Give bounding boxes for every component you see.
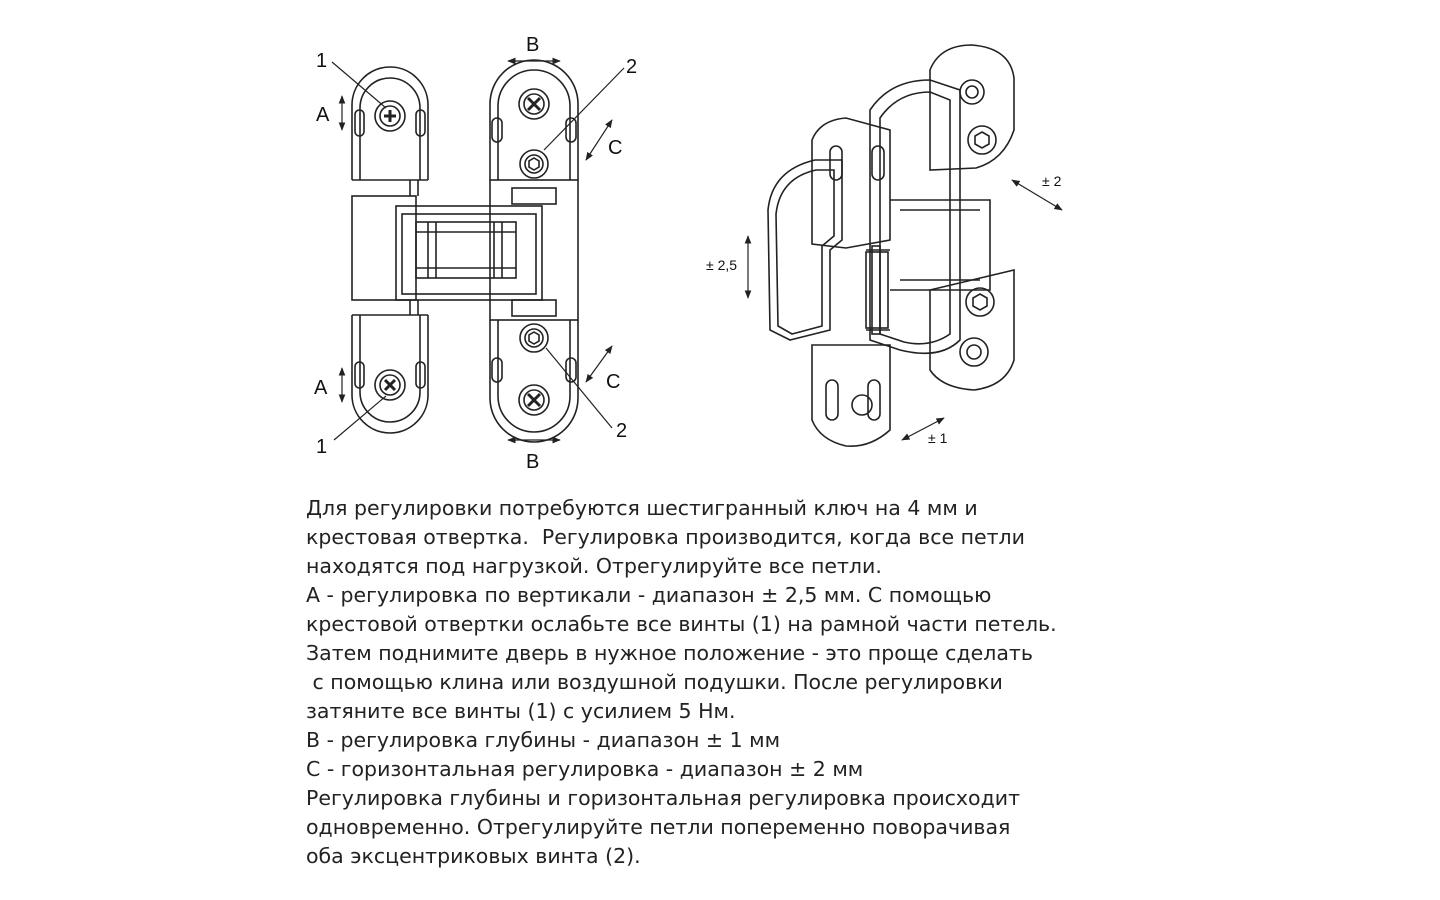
instruction-line: крестовой отвертки ослабьте все винты (1) на рамной части петель. bbox=[306, 612, 1057, 636]
right-screw-bottom bbox=[519, 385, 549, 415]
label-range-depth: ± 1 bbox=[928, 430, 948, 446]
instruction-line: крестовая отвертка. Регулировка производится, когда все петли bbox=[306, 525, 1025, 549]
instruction-line: одновременно. Отрегулируйте петли попеременно поворачивая bbox=[306, 815, 1011, 839]
label-2-top: 2 bbox=[626, 56, 638, 78]
label-a-bottom: A bbox=[314, 377, 328, 399]
instruction-line: Регулировка глубины и горизонтальная регулировка происходит bbox=[306, 786, 1021, 810]
label-1-bottom: 1 bbox=[316, 436, 328, 458]
hinge-isometric bbox=[768, 45, 1014, 446]
instruction-line: Для регулировки потребуются шестигранный ключ на 4 мм и bbox=[306, 496, 978, 520]
label-2-bottom: 2 bbox=[616, 420, 628, 442]
label-a-top: A bbox=[316, 104, 330, 126]
instruction-line: В - регулировка глубины - диапазон ± 1 мм bbox=[306, 728, 781, 752]
iso-arrows bbox=[748, 180, 1062, 440]
instruction-line: находятся под нагрузкой. Отрегулируйте все петли. bbox=[306, 554, 882, 578]
label-b-top: B bbox=[526, 34, 540, 56]
instructions-text bbox=[306, 494, 1206, 871]
eccentric-screw-2-top bbox=[520, 150, 548, 178]
screw-1-bottom bbox=[375, 370, 405, 400]
hinge-knuckle bbox=[396, 206, 542, 300]
instruction-line: затяните все винты (1) с усилием 5 Нм. bbox=[306, 699, 736, 723]
right-screw-top bbox=[519, 89, 549, 119]
instruction-line: оба эксцентриковых винта (2). bbox=[306, 844, 641, 868]
label-range-vertical: ± 2,5 bbox=[706, 257, 738, 273]
label-1-top: 1 bbox=[316, 50, 328, 72]
label-range-horizontal: ± 2 bbox=[1042, 173, 1062, 189]
eccentric-screw-2-bottom bbox=[520, 324, 548, 352]
label-c-bottom: C bbox=[606, 371, 621, 393]
screw-1-top bbox=[375, 101, 405, 131]
label-c-top: C bbox=[608, 137, 623, 159]
instruction-line: С - горизонтальная регулировка - диапазон ± 2 мм bbox=[306, 757, 864, 781]
instruction-line: с помощью клина или воздушной подушки. После регулировки bbox=[306, 670, 1003, 694]
instruction-line: А - регулировка по вертикали - диапазон ± 2,5 мм. С помощью bbox=[306, 583, 992, 607]
instruction-line: Затем поднимите дверь в нужное положение - это проще сделать bbox=[306, 641, 1033, 665]
label-b-bottom: B bbox=[526, 451, 540, 473]
